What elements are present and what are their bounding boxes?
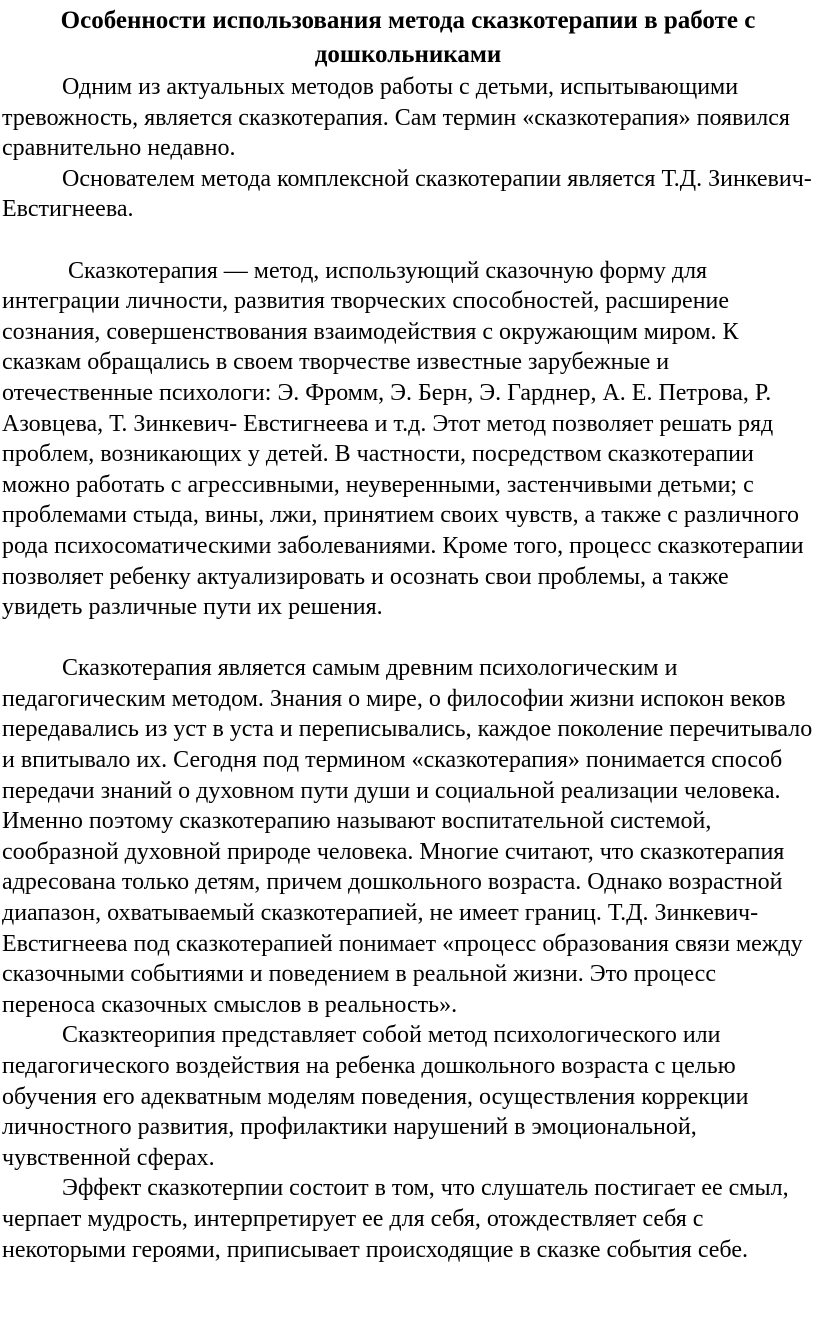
paragraph-spacer bbox=[2, 623, 814, 654]
paragraph-spacer bbox=[2, 225, 814, 256]
paragraph-definition: Сказкотерапия — метод, использующий сказочную форму для интеграции личности, развития творческих способностей, расширение сознания, совершенствования взаимодействия с окружающим миром. К сказкам обращались в своем творчестве известные зарубежные и отечественные психологи: Э. Фромм, Э. Берн, Э. Гарднер, А. Е. Петрова, Р. Азовцева, Т. Зинкевич- Евстигнеева и т.д. Этот метод позволяет решать ряд проблем, возникающих у детей. В частности, посредством сказкотерапии можно работать с агрессивными, неуверенными, застенчивыми детьми; с проблемами стыда, вины, лжи, принятием своих чувств, а также с различного рода психосоматическими заболеваниями. Кроме того, процесс сказкотерапии позволяет ребенку актуализировать и осознать свои проблемы, а также увидеть различные пути их решения. bbox=[2, 257, 810, 621]
paragraph-method: Сказктеорипия представляет собой метод психологического или педагогического воздействия на ребенка дошкольного возраста с целью обучения его адекватным моделям поведения, осуществления коррекции личностного развития, профилактики нарушений в эмоциональной, чувственной сферах. bbox=[2, 1022, 749, 1171]
paragraph-effect: Эффект сказкотерпии состоит в том, что слушатель постигает ее смыл, черпает мудрость, интерпретирует ее для себя, отождествляет себя с некоторыми героями, приписывает происходящие в сказке события себе. bbox=[2, 1175, 789, 1263]
paragraph-founder: Основателем метода комплексной сказкотерапии является Т.Д. Зинкевич- Евстигнеева. bbox=[2, 165, 812, 223]
paragraph-intro: Одним из актуальных методов работы с детьми, испытывающими тревожность, является сказкотерапия. Сам термин «сказкотерапия» появился сравнительно недавно. bbox=[2, 74, 790, 162]
paragraph-history: Сказкотерапия является самым древним психологическим и педагогическим методом. Знания о мире, о философии жизни испокон веков передавались из уст в уста и переписывались, каждое поколение перечитывало и впитывало их. Сегодня под термином «сказкотерапия» понимается способ передачи знаний о духовном пути души и социальной реализации человека. Именно поэтому сказкотерапию называют воспитательной системой, сообразной духовной природе человека. Многие считают, что сказкотерапия адресована только детям, причем дошкольного возраста. Однако возрастной диапазон, охватываемый сказкотерапией, не имеет границ. Т.Д. Зинкевич- Евстигнеева под сказкотерапией понимает «процесс образования связи между сказочными событиями и поведением в реальной жизни. Это процесс переноса сказочных смыслов в реальность». bbox=[2, 655, 813, 1018]
document-title: Особенности использования метода сказкотерапии в работе с дошкольниками bbox=[60, 7, 756, 68]
